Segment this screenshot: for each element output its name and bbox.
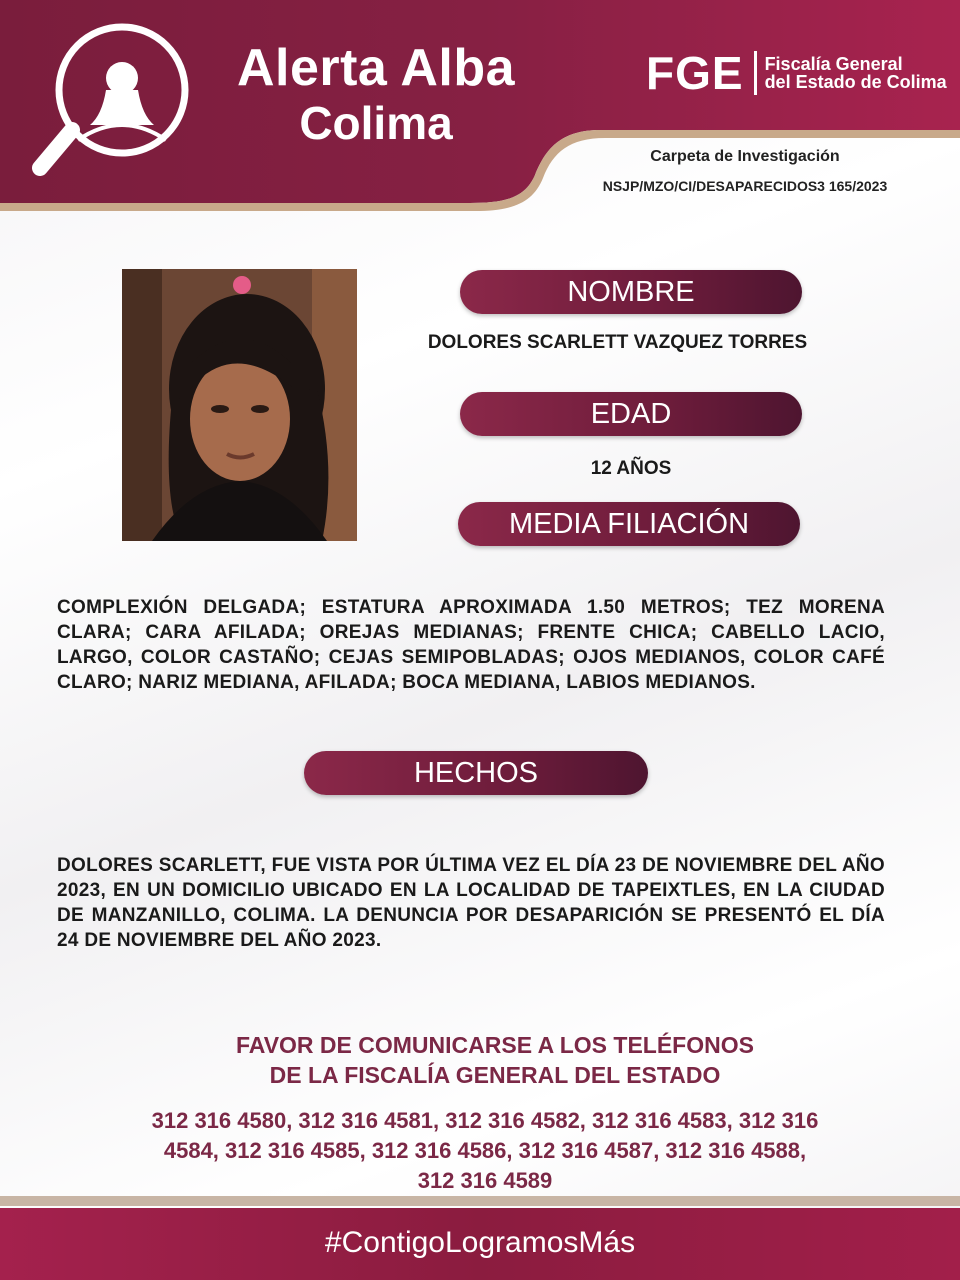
footer-hashtag: #ContigoLogramosMás [324,1226,636,1259]
hechos-text: DOLORES SCARLETT, FUE VISTA POR ÚLTIMA VEZ EL DÍA 23 DE NOVIEMBRE DEL AÑO 2023, EN UN DOMICILIO UBICADO EN LA LOCALIDAD DE TAPEIXTLES, EN LA CIUDAD DE MANZANILLO, COLIMA. LA DENUNCIA POR DESAPARICIÓN SE PRESENTÓ EL DÍA 24 DE NOVIEMBRE DEL AÑO 2023. [57,855,885,951]
phones-line3: 312 316 4589 [417,1168,553,1193]
carpeta-number: NSJP/MZO/CI/DESAPARECIDOS3 165/2023 [602,178,888,194]
edad-label-pill: EDAD [460,392,802,436]
contact-line1: FAVOR DE COMUNICARSE A LOS TELÉFONOS [236,1032,754,1058]
phones-line2: 4584, 312 316 4585, 312 316 4586, 312 316 4587, 312 316 4588, [163,1138,807,1163]
logo-title-line1: Alerta Alba [236,39,516,97]
phone-list [100,1106,870,1196]
hechos-label-pill: HECHOS [304,751,648,795]
carpeta-label: Carpeta de Investigación [650,148,840,165]
nombre-value: DOLORES SCARLETT VAZQUEZ TORRES [427,332,808,353]
nombre-label-pill: NOMBRE [460,270,802,314]
fge-name-line2: del Estado de Colima [764,72,947,92]
fge-divider [754,51,757,95]
edad-value: 12 AÑOS [590,458,672,479]
fge-name-line1: Fiscalía General [764,53,903,74]
contact-line2: DE LA FISCALÍA GENERAL DEL ESTADO [269,1062,721,1088]
missing-person-photo [122,269,357,541]
footer-accent-line [0,1196,960,1206]
filiacion-label-pill: MEDIA FILIACIÓN [458,502,800,546]
fge-logo [646,47,947,99]
alerta-alba-logo-text [216,39,536,149]
filiacion-text: COMPLEXIÓN DELGADA; ESTATURA APROXIMADA 1.50 METROS; TEZ MORENA CLARA; CARA AFILADA; OREJAS MEDIANAS; FRENTE CHICA; CABELLO LACIO, LARGO, COLOR CASTAÑO; CEJAS SEMIPOBLADAS; OJOS MEDIANOS, COLOR CAFÉ CLARO; NARIZ MEDIANA, AFILADA; BOCA MEDIANA, LABIOS MEDIANOS. [57,597,885,693]
photo-placeholder [122,269,357,541]
contact-heading [160,1030,830,1090]
logo-title-line2: Colima [299,97,453,149]
fge-name [765,55,947,92]
fge-mark: FGE [646,47,744,99]
phones-line1: 312 316 4580, 312 316 4581, 312 316 4582, 312 316 4583, 312 316 [151,1108,819,1133]
carpeta-investigacion [560,148,930,194]
